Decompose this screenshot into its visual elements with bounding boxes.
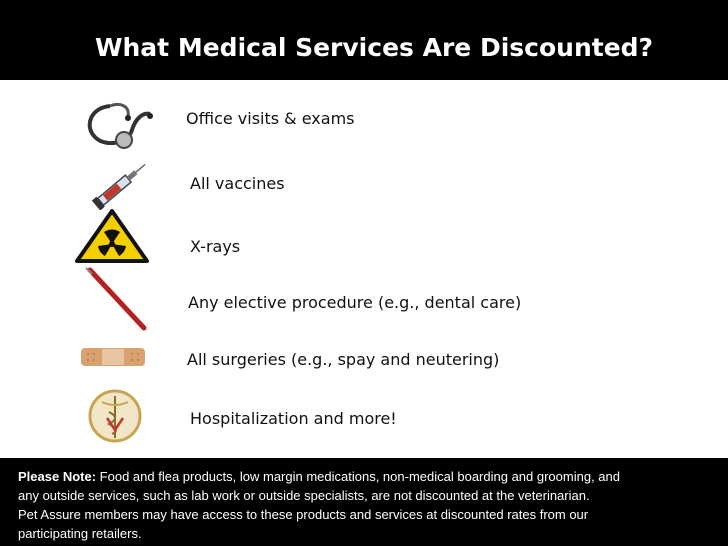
note-text-1: Food and flea products, low margin medications, non-medical boarding and grooming, and [99, 469, 620, 484]
service-label-elective-procedure: Any elective procedure (e.g., dental care) [188, 293, 522, 312]
service-label-hospitalization: Hospitalization and more! [190, 409, 397, 428]
note-label: Please Note: [18, 469, 97, 484]
note-line-1 [18, 467, 728, 486]
stethoscope-icon [80, 96, 160, 154]
bandage-icon [80, 346, 146, 368]
radiation-icon [74, 208, 150, 264]
service-label-vaccines: All vaccines [190, 174, 285, 193]
note-line-4: participating retailers. [18, 526, 142, 541]
caduceus-icon [88, 388, 142, 444]
dental-tool-icon [82, 266, 150, 334]
syringe-icon [86, 158, 156, 210]
page-title: What Medical Services Are Discounted? [94, 33, 654, 62]
note-line-2: any outside services, such as lab work or outside specialists, are not discounted at the veterinarian. [18, 488, 590, 503]
service-label-surgeries: All surgeries (e.g., spay and neutering) [187, 350, 500, 369]
service-label-office-visits: Office visits & exams [186, 109, 355, 128]
title-bar [0, 0, 728, 80]
note-box [0, 458, 728, 546]
service-label-x-rays: X-rays [190, 237, 241, 256]
note-line-3: Pet Assure members may have access to these products and services at discounted rates from our [18, 507, 589, 522]
